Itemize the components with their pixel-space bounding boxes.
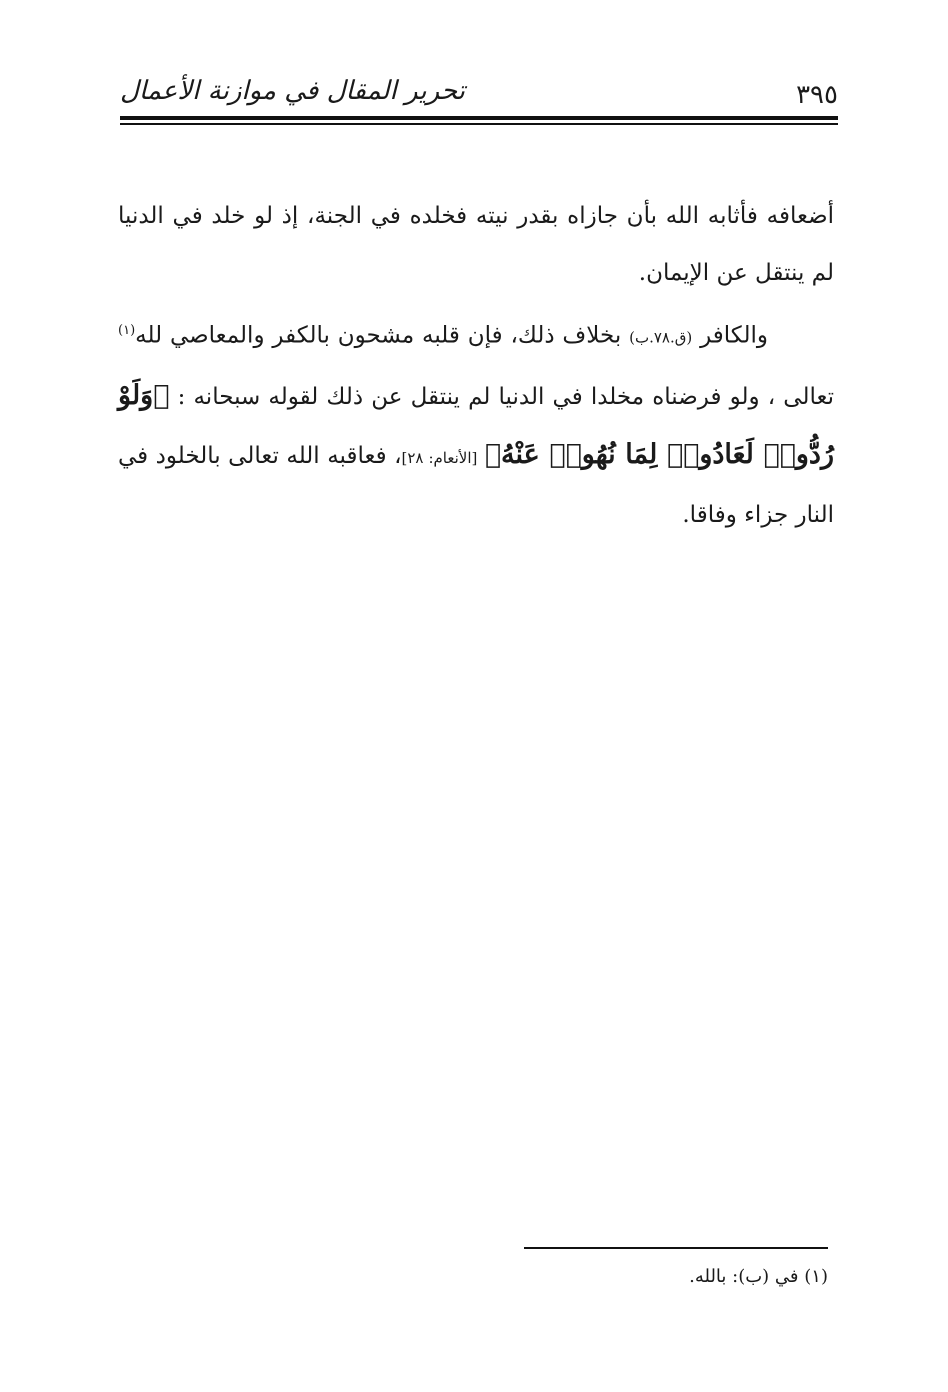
header-rule-thin [120, 123, 838, 125]
footnote-marker: (١) [804, 1266, 828, 1287]
book-title: تحرير المقال في موازنة الأعمال [120, 76, 465, 106]
paragraph-1: أضعافه فأثابه الله بأن جازاه بقدر نيته فخلده في الجنة، إذ لو خلد في الدنيا لم ينتقل عن الإيمان. [118, 203, 834, 286]
footnote-text: في (ب): بالله. [689, 1266, 799, 1287]
running-header [120, 74, 838, 114]
footnote-marker: (١) [118, 323, 136, 338]
quran-verse: ﴿وَلَوْ رُدُّوا۟ لَعَادُوا۟ لِمَا نُهُوا۟ عَنْهُ﴾ [118, 379, 834, 470]
page-number: ٣٩٥ [796, 80, 838, 110]
paragraph-2-text-b: تعالى ، ولو فرضناه مخلدا في الدنيا لم ينتقل عن ذلك لقوله سبحانه : [177, 383, 834, 410]
footnote-separator [524, 1247, 828, 1249]
paragraph-2-text-c: ، فعاقبه الله تعالى بالخلود في النار جزاء وفاقا. [118, 442, 834, 528]
quran-reference: [الأنعام: ٢٨] [401, 448, 478, 467]
paragraph-2-start: والكافر [700, 322, 769, 349]
paragraph-2 [118, 302, 834, 544]
footnote-1 [689, 1266, 828, 1287]
manuscript-folio-ref: (ق.٧٨.ب) [629, 328, 693, 347]
header-rule-thick [120, 116, 838, 120]
paragraph-2-text-a: بخلاف ذلك، فإن قلبه مشحون بالكفر والمعاصي لله [135, 322, 622, 349]
main-text [118, 188, 834, 544]
